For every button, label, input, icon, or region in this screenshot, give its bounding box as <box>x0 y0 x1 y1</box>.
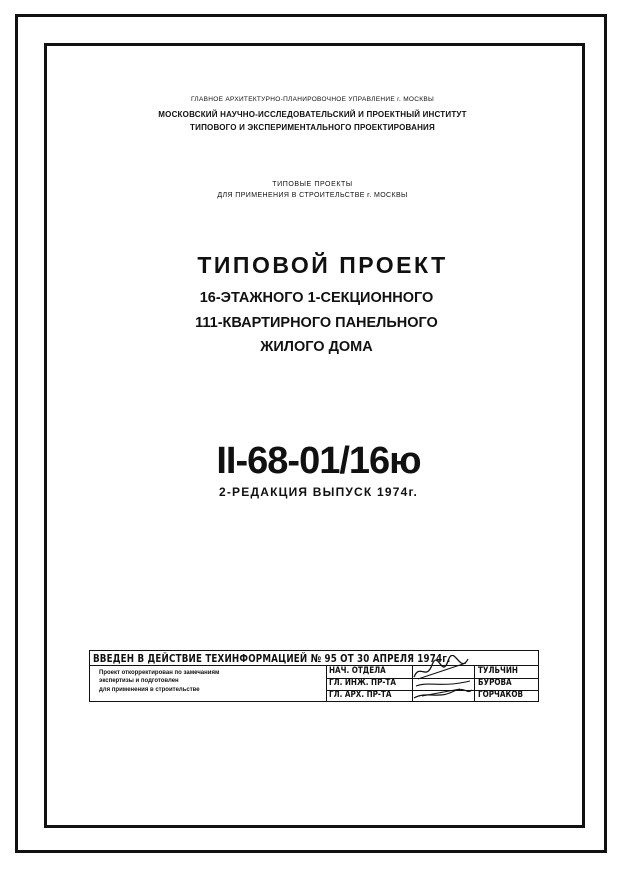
stamp-note-line3: для применения в строительстве <box>99 687 200 693</box>
stamp-role: НАЧ. ОТДЕЛА <box>329 666 386 676</box>
series-line1: ТИПОВЫЕ ПРОЕКТЫ <box>272 181 353 188</box>
subtitle-line3: ЖИЛОГО ДОМА <box>260 339 373 355</box>
stamp-name: ТУЛЬЧИН <box>478 666 518 676</box>
handwritten-signatures <box>408 655 478 701</box>
institute-name-line1: МОСКОВСКИЙ НАУЧНО-ИССЛЕДОВАТЕЛЬСКИЙ И ПРОЕКТНЫЙ ИНСТИТУТ <box>158 110 467 119</box>
inner-frame <box>44 43 585 828</box>
stamp-header-text: ВВЕДЕН В ДЕЙСТВИЕ ТЕХИНФОРМАЦИЕЙ № 95 ОТ 30 АПРЕЛЯ 1974г. <box>93 652 451 665</box>
stamp-note-line1: Проект откорректирован по замечаниям <box>99 670 220 676</box>
stamp-divider <box>326 666 327 702</box>
edition-label: 2-РЕДАКЦИЯ ВЫПУСК 1974г. <box>218 485 419 499</box>
subtitle-line2: 111-КВАРТИРНОГО ПАНЕЛЬНОГО <box>195 315 438 331</box>
stamp-name: ГОРЧАКОВ <box>478 690 524 700</box>
subtitle-line1: 16-ЭТАЖНОГО 1-СЕКЦИОННОГО <box>199 290 434 306</box>
approval-stamp <box>89 650 539 702</box>
project-code: II-68-01/16ю <box>216 440 421 482</box>
institute-name-line2: ТИПОВОГО И ЭКСПЕРИМЕНТАЛЬНОГО ПРОЕКТИРОВАНИЯ <box>190 123 435 132</box>
page-title: ТИПОВОЙ ПРОЕКТ <box>197 252 448 278</box>
series-line2: ДЛЯ ПРИМЕНЕНИЯ В СТРОИТЕЛЬСТВЕ г. МОСКВЫ <box>217 192 408 199</box>
stamp-name: БУРОВА <box>478 678 512 688</box>
stamp-role: ГЛ. ИНЖ. ПР-ТА <box>329 678 396 688</box>
stamp-role: ГЛ. АРХ. ПР-ТА <box>329 690 392 700</box>
agency-name: ГЛАВНОЕ АРХИТЕКТУРНО-ПЛАНИРОВОЧНОЕ УПРАВЛЕНИЕ г. МОСКВЫ <box>190 96 435 103</box>
stamp-note-line2: экспертизы и подготовлен <box>99 678 179 684</box>
